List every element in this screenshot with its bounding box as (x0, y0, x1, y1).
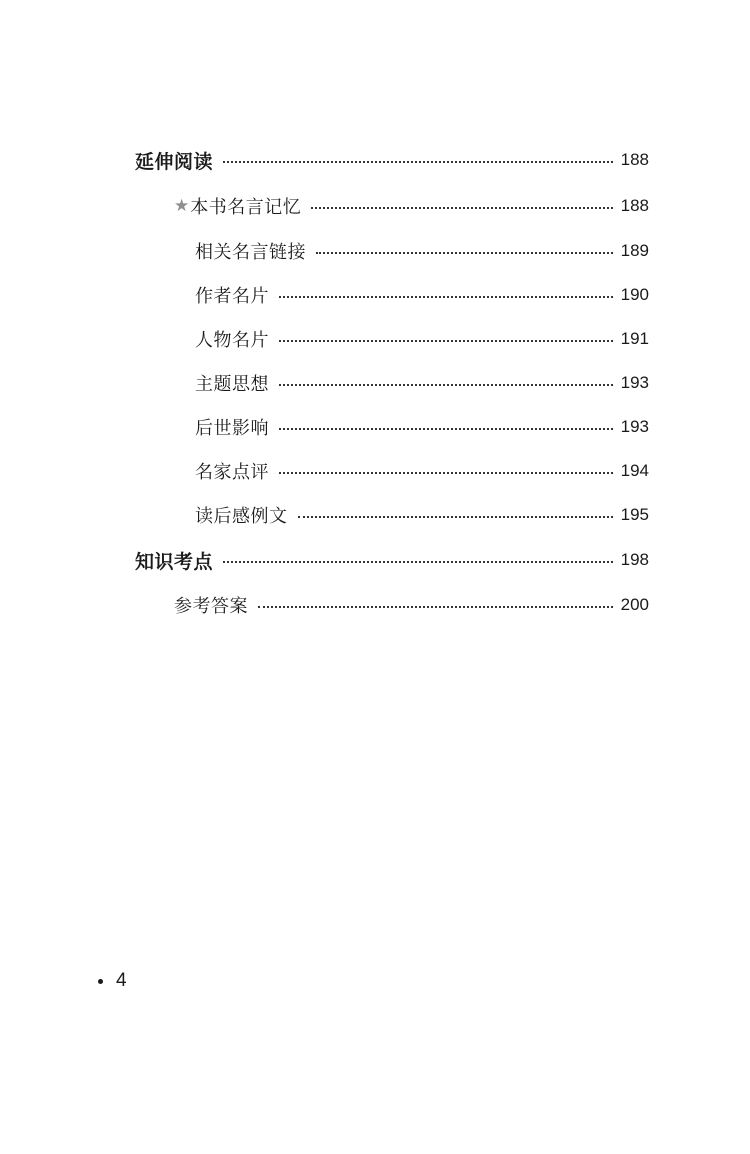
toc-entry-sample-essay[interactable] (195, 500, 649, 530)
star-icon: ★ (174, 196, 190, 216)
toc-entry-page: 190 (620, 285, 649, 304)
toc-entry-title: 相关名言链接 (195, 242, 306, 263)
toc-entry-page: 188 (620, 196, 649, 215)
toc-entry-page: 198 (620, 550, 649, 569)
toc-entry-title: 知识考点 (135, 550, 214, 573)
dot-leader (311, 207, 612, 209)
page-number: 4 (116, 970, 127, 991)
toc-entry-page: 191 (620, 329, 649, 348)
toc-entry-title: 参考答案 (174, 596, 248, 617)
toc-entry-title: 延伸阅读 (135, 150, 214, 173)
toc-entry-answers[interactable] (174, 590, 649, 620)
toc-entry-influence[interactable] (195, 412, 649, 442)
toc-entry-page: 193 (620, 373, 649, 392)
dot-leader (223, 161, 613, 163)
toc-entry-title: 后世影响 (195, 418, 269, 439)
bullet-icon (98, 979, 103, 984)
toc-entry-page: 188 (620, 150, 649, 169)
toc-entry-title: 主题思想 (195, 374, 269, 395)
dot-leader (258, 606, 613, 608)
dot-leader (279, 428, 613, 430)
toc-entry-character-profile[interactable] (195, 324, 649, 354)
toc-entry-related-quotes[interactable] (195, 236, 649, 266)
toc-entry-title: 作者名片 (195, 286, 269, 307)
toc-entry-book-quotes[interactable] (174, 191, 649, 221)
toc-entry-author-profile[interactable] (195, 280, 649, 310)
page-footer (98, 970, 127, 992)
toc-entry-title: 本书名言记忆 (190, 197, 302, 218)
toc-entry-title: 名家点评 (195, 462, 269, 483)
toc-entry-theme[interactable] (195, 368, 649, 398)
dot-leader (298, 516, 613, 518)
toc-entry-page: 195 (620, 505, 649, 524)
toc-entry-extended-reading[interactable] (135, 145, 649, 175)
toc-entry-page: 193 (620, 417, 649, 436)
toc-entry-page: 189 (620, 241, 649, 260)
dot-leader (279, 472, 613, 474)
dot-leader (316, 252, 613, 254)
toc-entry-title: 人物名片 (195, 330, 269, 351)
toc-entry-key-points[interactable] (135, 545, 649, 575)
toc-entry-reviews[interactable] (195, 456, 649, 486)
dot-leader (223, 561, 613, 563)
dot-leader (279, 340, 613, 342)
toc-entry-page: 194 (620, 461, 649, 480)
toc-entry-title: 读后感例文 (195, 506, 288, 527)
dot-leader (279, 384, 613, 386)
toc-entry-page: 200 (620, 595, 649, 614)
dot-leader (279, 296, 613, 298)
